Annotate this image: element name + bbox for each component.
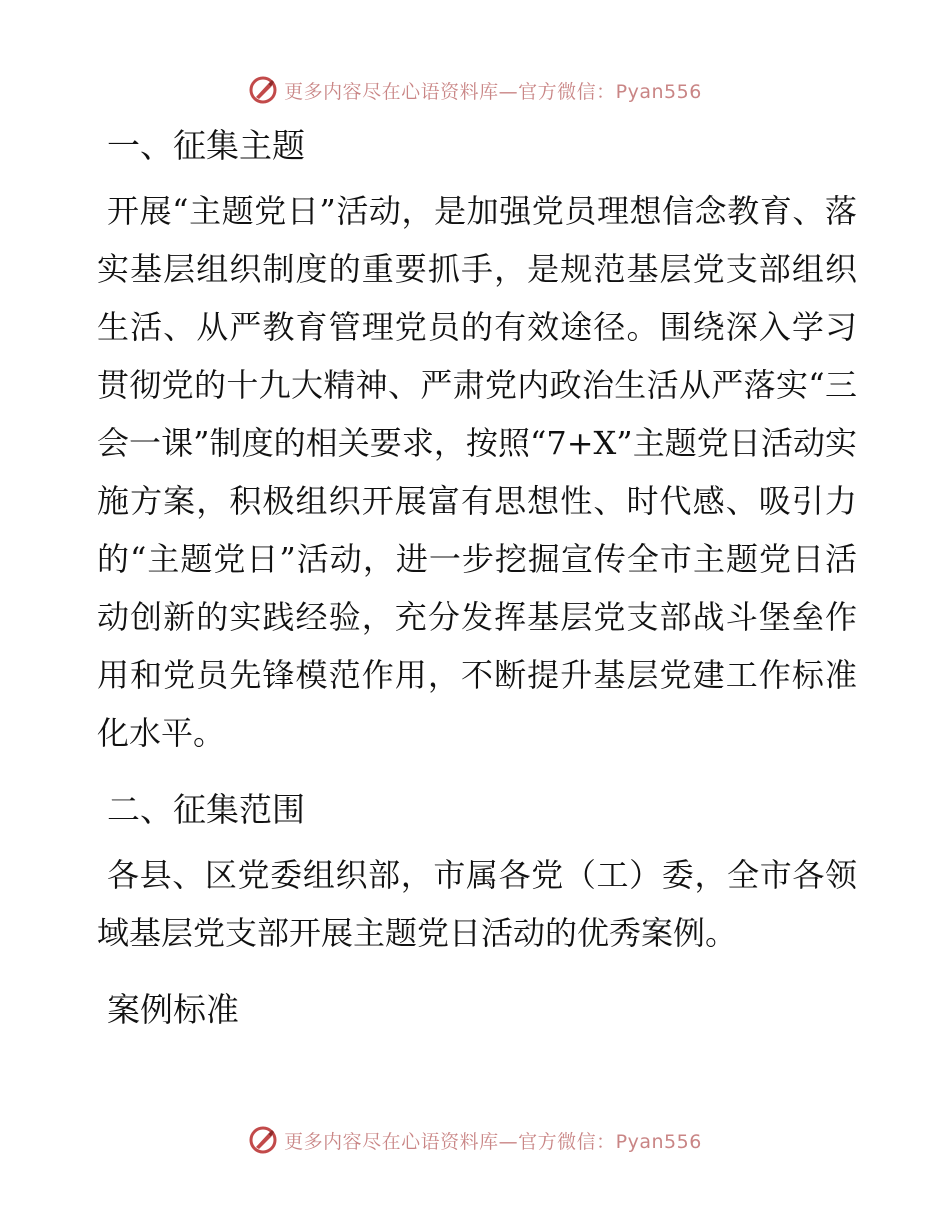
watermark-bottom	[0, 1120, 950, 1160]
section-paragraph-theme	[97, 182, 857, 762]
document-body	[97, 120, 857, 1046]
section-heading-criteria: 案例标准	[107, 990, 239, 1029]
section-paragraph-scope	[97, 846, 857, 962]
watermark-text: 更多内容尽在心语资料库—官方微信：Pyan556	[284, 1130, 702, 1153]
watermark-top	[0, 70, 950, 110]
watermark-text: 更多内容尽在心语资料库—官方微信：Pyan556	[284, 80, 702, 103]
pen-nib-circle-icon	[248, 75, 278, 105]
paragraph-text: 开展“主题党日”活动，是加强党员理想信念教育、落实基层组织制度的重要抓手，是规范基层党支部组织生活、从严教育管理党员的有效途径。围绕深入学习贯彻党的十九大精神、严肃党内政治生活从严落实“三会一课”制度的相关要求，按照“7+X”主题党日活动实施方案，积极组织开展富有思想性、时代感、吸引力的“主题党日”活动，进一步挖掘宣传全市主题党日活动创新的实践经验，充分发挥基层党支部战斗堡垒作用和党员先锋模范作用，不断提升基层党建工作标准化水平。	[97, 192, 857, 752]
section-heading-theme: 一、征集主题	[107, 126, 305, 165]
pen-nib-circle-icon	[248, 1125, 278, 1155]
section-heading-scope: 二、征集范围	[107, 790, 305, 829]
paragraph-text: 各县、区党委组织部，市属各党（工）委，全市各领域基层党支部开展主题党日活动的优秀案例。	[97, 856, 857, 952]
